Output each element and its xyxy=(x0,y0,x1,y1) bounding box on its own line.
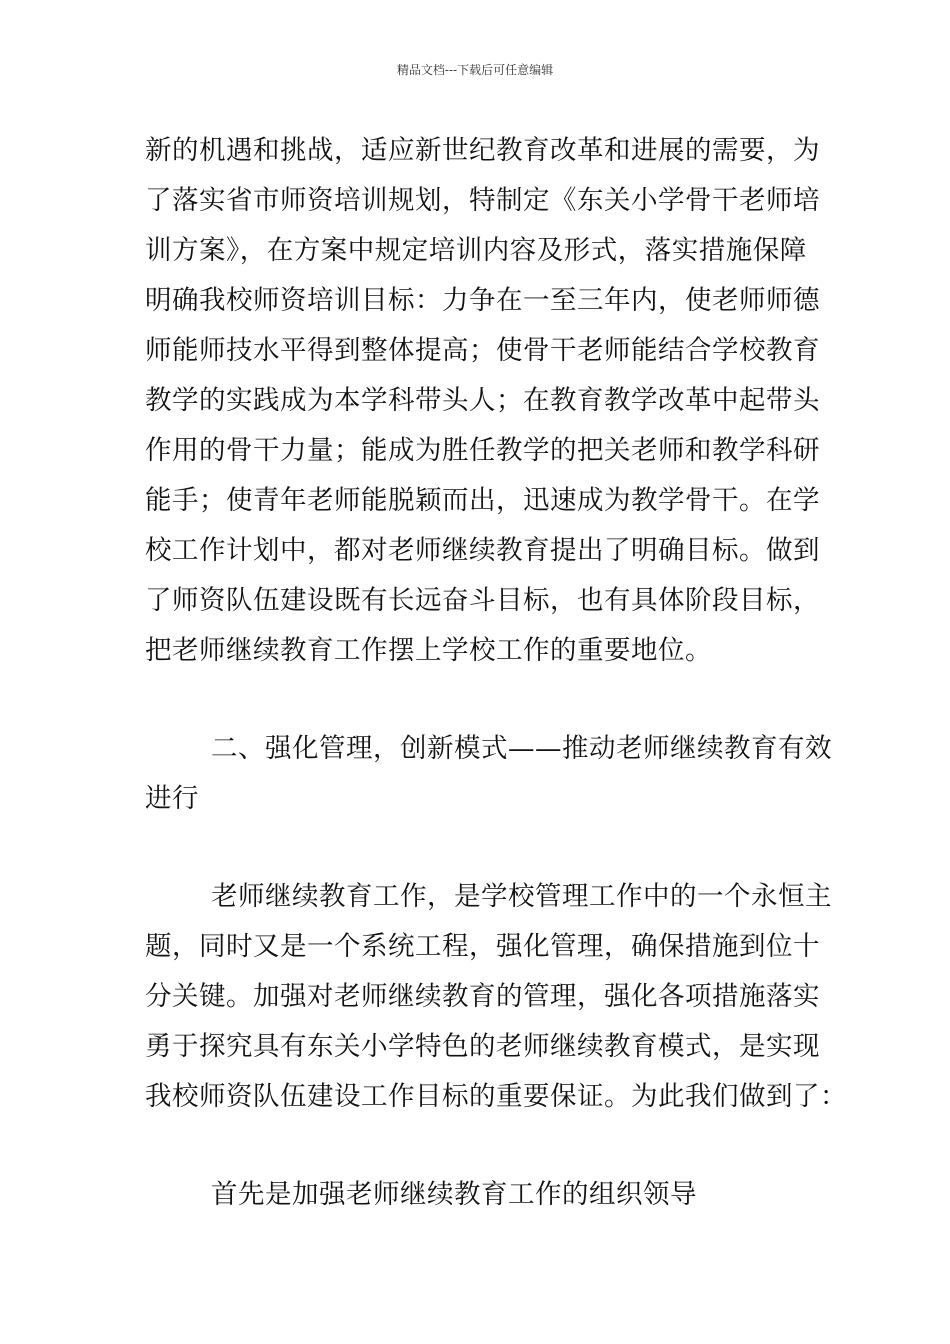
paragraph-line: 新的机遇和挑战，适应新世纪教育改革和进展的需要，为 xyxy=(145,135,820,166)
paragraph-line: 师能师技水平得到整体提高；使骨干老师能结合学校教育 xyxy=(145,335,820,366)
paragraph-line: 了落实省市师资培训规划，特制定《东关小学骨干老师培 xyxy=(145,185,820,216)
paragraph-gap xyxy=(145,1122,810,1170)
paragraph-line: 了师资队伍建设既有长远奋斗目标，也有具体阶段目标， xyxy=(145,585,820,616)
paragraph-line: 勇于探究具有东关小学特色的老师继续教育模式，是实现 xyxy=(145,1031,820,1062)
paragraph-line: 首先是加强老师继续教育工作的组织领导 xyxy=(211,1179,697,1210)
paragraph-3 xyxy=(145,1170,810,1220)
paragraph-line: 教学的实践成为本学科带头人；在教育教学改革中起带头 xyxy=(145,385,820,416)
document-body xyxy=(145,126,847,1220)
paragraph-line: 老师继续教育工作，是学校管理工作中的一个永恒主 xyxy=(211,881,832,912)
paragraph-line: 训方案》，在方案中规定培训内容及形式，落实措施保障 xyxy=(145,235,807,266)
heading-line: 二、强化管理，创新模式——推动老师继续教育有效 xyxy=(211,733,832,764)
paragraph-line: 我校师资队伍建设工作目标的重要保证。为此我们做到了： xyxy=(145,1081,847,1112)
page-header: 精品文档---下载后可任意编辑 xyxy=(396,63,554,77)
heading-line: 进行 xyxy=(145,783,199,814)
paragraph-2 xyxy=(145,872,847,1122)
paragraph-line: 把老师继续教育工作摆上学校工作的重要地位。 xyxy=(145,635,712,666)
paragraph-line: 能手；使青年老师能脱颖而出，迅速成为教学骨干。在学 xyxy=(145,485,820,516)
paragraph-gap xyxy=(145,676,810,724)
paragraph-1 xyxy=(145,126,820,676)
paragraph-line: 分关键。加强对老师继续教育的管理，强化各项措施落实 xyxy=(145,981,820,1012)
paragraph-line: 作用的骨干力量；能成为胜任教学的把关老师和教学科研 xyxy=(145,435,820,466)
paragraph-line: 校工作计划中，都对老师继续教育提出了明确目标。做到 xyxy=(145,535,820,566)
paragraph-line: 明确我校师资培训目标：力争在一至三年内，使老师师德 xyxy=(145,285,820,316)
paragraph-line: 题，同时又是一个系统工程，强化管理，确保措施到位十 xyxy=(145,931,820,962)
section-heading-2 xyxy=(145,724,832,824)
paragraph-gap xyxy=(145,824,810,872)
